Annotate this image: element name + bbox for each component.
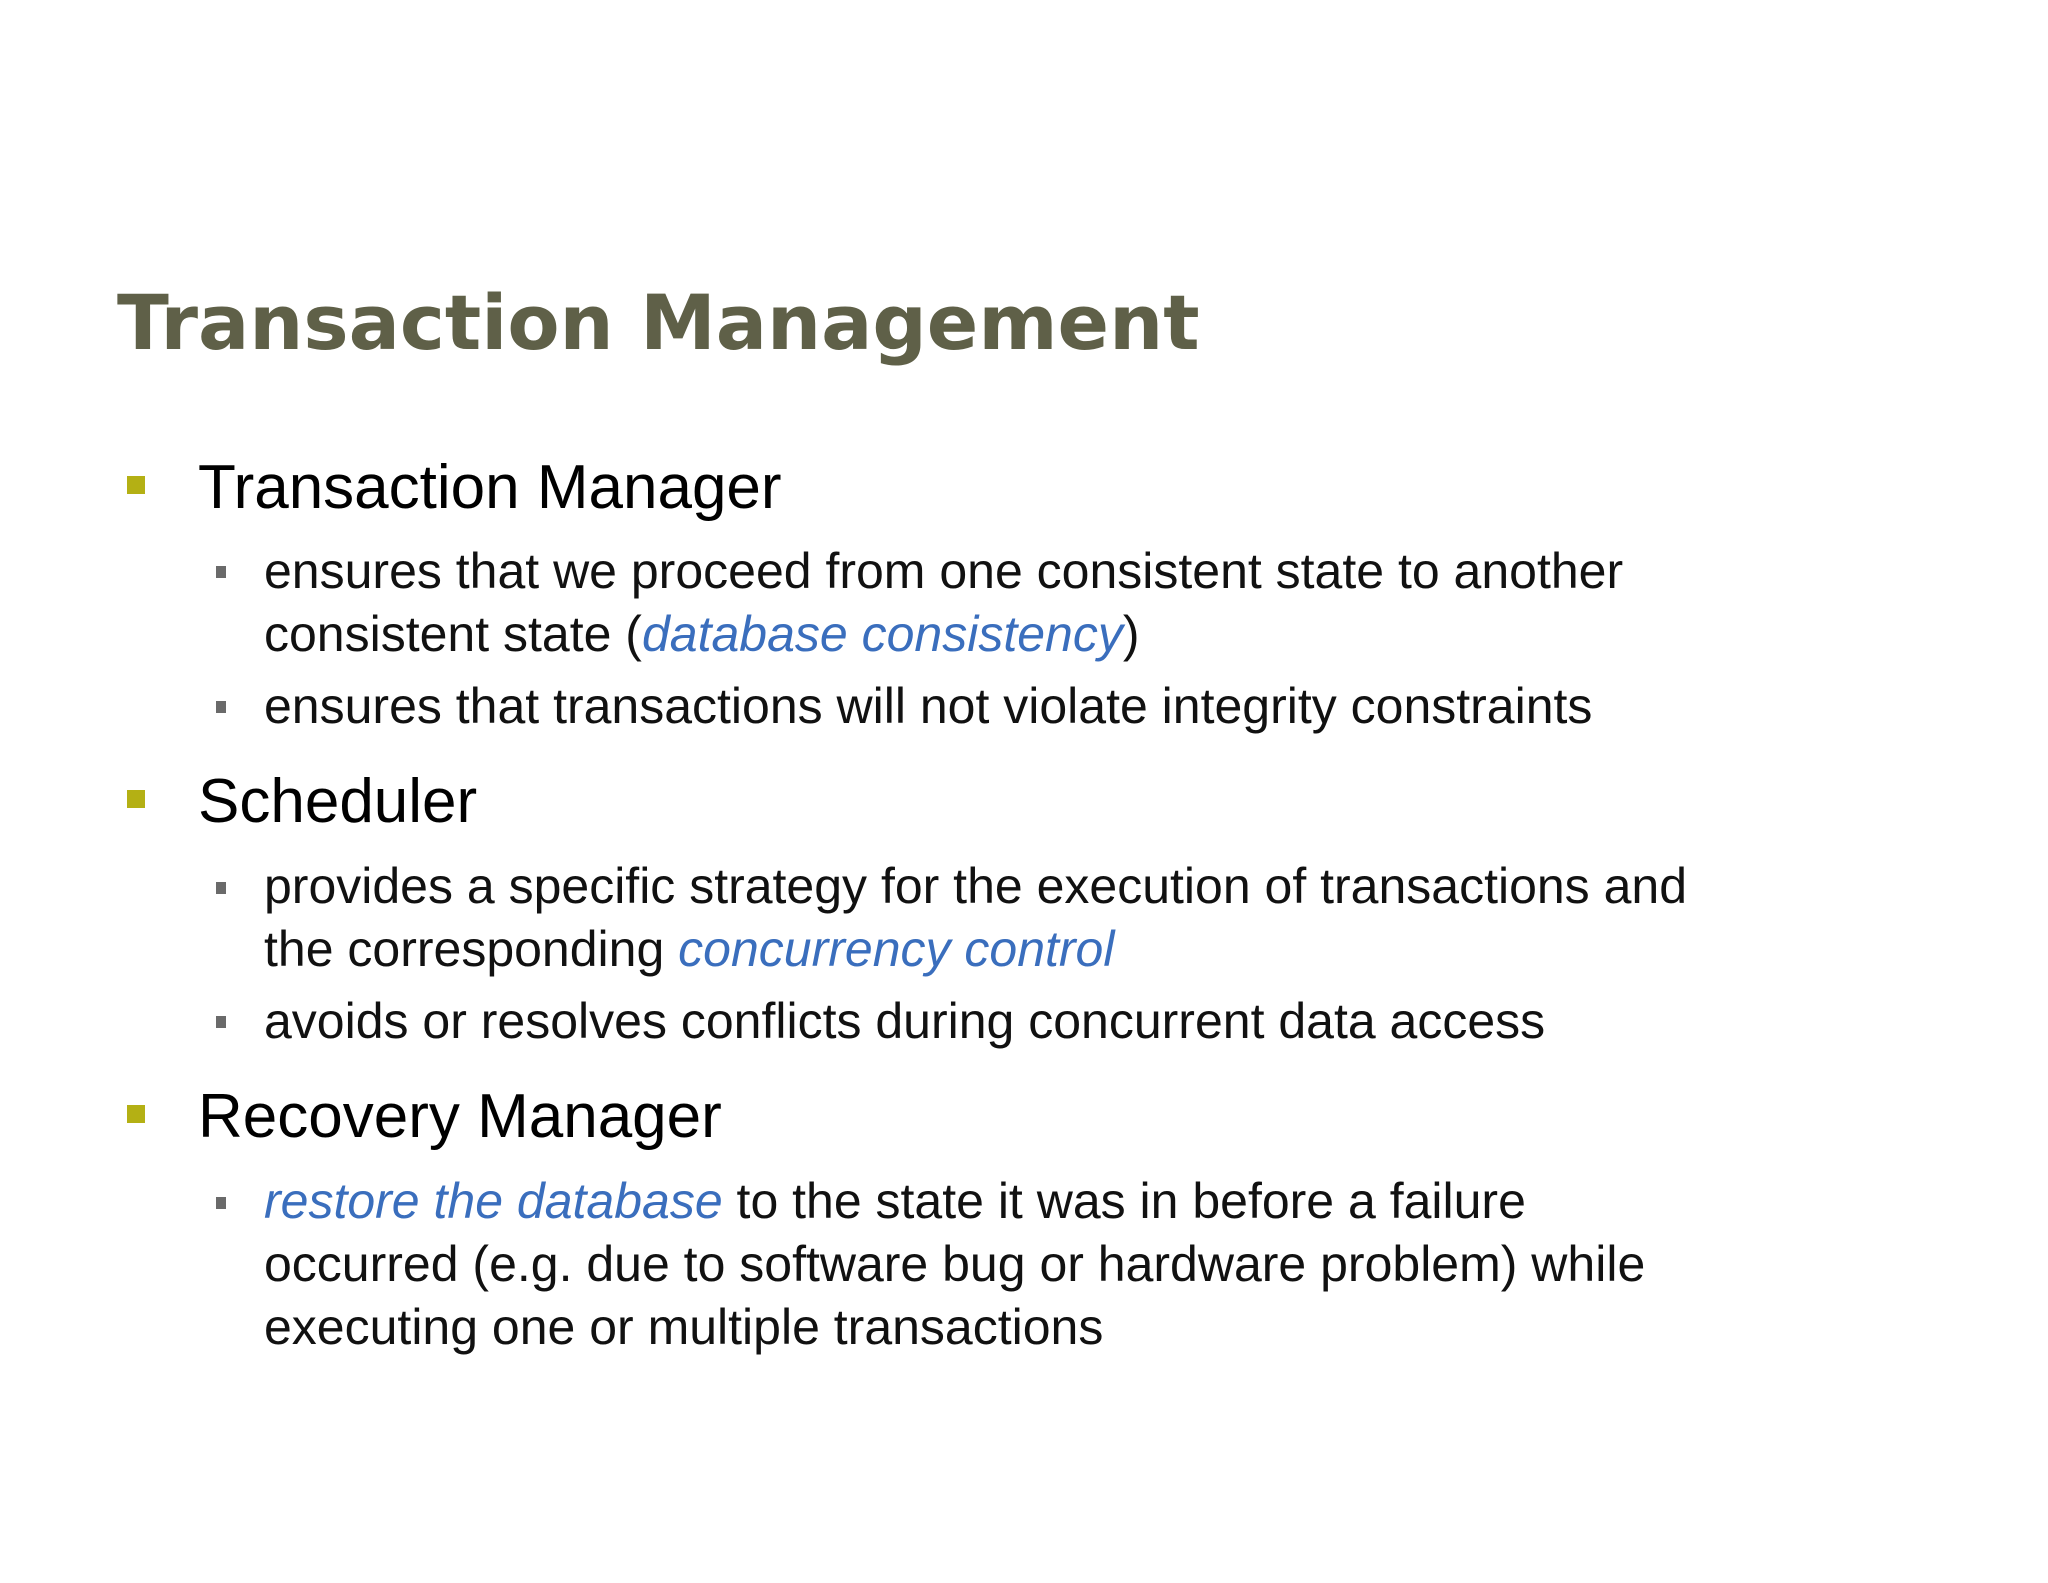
bullet-line-part: to the state it was in before a failure — [722, 1173, 1526, 1229]
square-bullet-icon — [127, 790, 145, 808]
square-bullet-icon — [216, 882, 226, 894]
bullet-line: occurred (e.g. due to software bug or hardware problem) while — [264, 1236, 1646, 1292]
bullet-line: ensures that we proceed from one consistent state to another — [264, 543, 1624, 599]
square-bullet-icon — [216, 566, 226, 578]
bullet-line-part: consistent state ( — [264, 606, 642, 662]
emphasis-term: restore the database — [264, 1173, 723, 1229]
emphasis-term: database consistency — [641, 606, 1123, 662]
section-heading: Recovery Manager — [198, 1082, 722, 1151]
bullet-point-text — [264, 540, 1623, 666]
bullet-point-text — [264, 855, 1687, 981]
section-heading: Scheduler — [198, 767, 478, 836]
square-bullet-icon — [127, 476, 145, 494]
bullet-line-part: the corresponding — [264, 921, 679, 977]
bullet-point-text: avoids or resolves conflicts during concurrent data access — [264, 993, 1546, 1049]
emphasis-term: concurrency control — [678, 921, 1115, 977]
square-bullet-icon — [216, 701, 226, 713]
slide-title: Transaction Management — [117, 278, 1200, 367]
bullet-line: executing one or multiple transactions — [264, 1299, 1104, 1355]
bullet-line-part: ) — [1122, 606, 1140, 662]
bullet-point-text — [264, 1170, 1645, 1359]
square-bullet-icon — [216, 1016, 226, 1028]
bullet-point-text: ensures that transactions will not violate integrity constraints — [264, 678, 1593, 734]
section-heading: Transaction Manager — [198, 453, 782, 522]
square-bullet-icon — [216, 1197, 226, 1209]
square-bullet-icon — [127, 1105, 145, 1123]
bullet-line: provides a specific strategy for the execution of transactions and — [264, 858, 1687, 914]
